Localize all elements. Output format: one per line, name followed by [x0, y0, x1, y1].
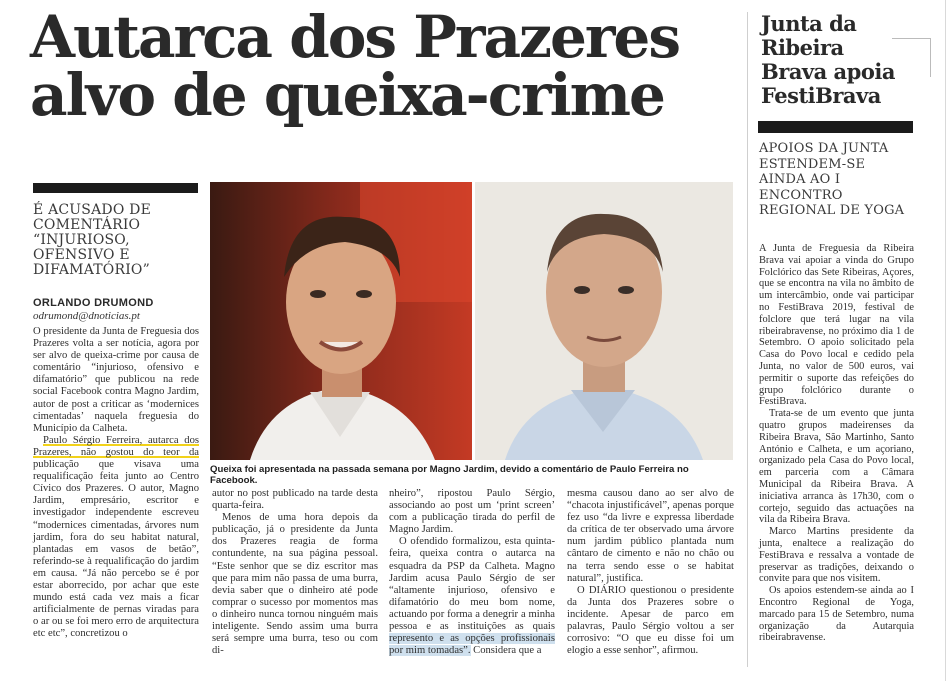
article-kicker: É ACUSADO DE COMENTÁRIO “INJURIOSO, OFENSIVO E DIFAMATÓRIO”: [33, 202, 151, 278]
photo-magno-jardim: [475, 182, 733, 460]
column-divider: [747, 12, 748, 667]
kicker-rule: [33, 183, 198, 193]
col1-paragraph-2-rest: publicação que visava uma requalificação feita junto ao Centro Cívico dos Prazeres. O autor, Magno Jardim, empresário, escritor e investigador independente escreveu “modernices cimentadas, árvores num jardim, fora do seu habitat natural, plantadas em vasos de betão”, referindo-se à requalificação do jardim em causa. “Já não percebo se é por estar aborrecido, por achar que este mundo está cada vez mais a ficar artificialmente de pernas viradas para o ar ou se foi mero erro de arquitectura etc etc”, concretizou o: [33, 459, 199, 640]
col4-paragraph-2: O DIÁRIO questionou o presidente da Junta dos Prazeres sobre o incidente. Apesar de parco em palavras, Paulo Sérgio voltou a ser corrosivo: “O que eu disse foi um elogio a esse senhor”, afirmou.: [567, 584, 734, 657]
portrait-man-light-background: [475, 182, 733, 460]
sidebar-paragraph-1: A Junta de Freguesia da Ribeira Brava vai apoiar a vinda do Grupo Folclórico das Sete Ribeiras, Açores, que se encontra na vila no âmbito de um intercâmbio, onde vai participar no FestiBrava 2019, festival de folclore que terá lugar na vila ribeirabravense, no próximo dia 1 de Setembro. O apoio solicitado pela Casa do Povo local e cedido pela Junta, no valor de 500 euros, vai permitir o suporte das refeições do grupo folclórico durante o FestiBrava.: [759, 243, 914, 408]
headline-line-2: alvo de queixa-crime: [30, 61, 664, 129]
sidebar-rule: [758, 121, 913, 133]
sidebar-paragraph-4: Os apoios estendem-se ainda ao I Encontro Regional de Yoga, marcado para 15 de Setembro, numa organização da Autarquia ribeirabravense.: [759, 585, 914, 644]
col2-paragraph-2: Menos de uma hora depois da publicação, já o presidente da Junta dos Prazeres reagia de forma contundente, na sua página pessoal. “Este senhor que se diz escritor mas que para mim não passa de uma burra, devia saber que o dinheiro até pode comprar o sucesso por momentos mas o dinheiro nunca tornou ninguém mais inteligente. Sendo assim uma burra será sempre uma burra, teso ou com di-: [212, 512, 378, 657]
author-email: odrumond@dnoticias.pt: [33, 310, 140, 322]
col3-paragraph-2-text: O ofendido formalizou, esta quinta-feira, queixa contra o autarca na esquadra da PSP da Calheta. Magno Jardim acusa Paulo Sérgio de ser “altamente injurioso, ofensivo e difamatório do meu bom nome, actuando por forma a denegrir a minha pessoa e as instituições as quais: [389, 536, 555, 633]
article-column-2: [212, 488, 378, 657]
article-column-1: [33, 326, 199, 640]
col3-paragraph-2: [389, 536, 555, 657]
selected-text: represento e as opções profissionais por mim tomadas”.: [389, 633, 555, 657]
col4-paragraph-1: mesma causou dano ao ser alvo de “chacota injustificável”, apenas porque fez uso “da livre e expressa liberdade da crítica de ter observado uma árvore num jardim público plantada num cântaro de cimento e não no chão ou na terra sendo esse o se habitat natural”, justifica.: [567, 488, 734, 584]
sidebar-kicker: APOIOS DA JUNTA ESTENDEM-SE AINDA AO I ENCONTRO REGIONAL DE YOGA: [759, 141, 905, 218]
photo-paulo-ferreira: [210, 182, 472, 460]
article-column-3: [389, 488, 555, 657]
col1-paragraph-1: O presidente da Junta de Freguesia dos Prazeres volta a ser notícia, agora por ser alvo de queixa-crime por causa de comentário “injurioso, ofensivo e difamatório” que publicou na rede social Facebook contra Magno Jardim, autor de post a criticar as ‘modernices cimentadas’ naquela freguesia do Município da Calheta.: [33, 326, 199, 434]
portrait-man-red-background: [210, 182, 472, 460]
article-headline: [30, 3, 730, 129]
col3-paragraph-1: nheiro”, ripostou Paulo Sérgio, associando ao post um ‘print screen’ com a publicação tirada do perfil de Magno Jardim.: [389, 488, 555, 536]
sidebar-body: [759, 243, 914, 644]
col1-paragraph-2: [33, 435, 199, 641]
headline-line-1: Autarca dos Prazeres: [30, 3, 679, 71]
sidebar-paragraph-2: Trata-se de um evento que junta quatro grupos madeirenses da Ribeira Brava, São Martinho, Santo António e Calheta, e um açoriano, organizado pela Casa do Povo local, em parceria com a Câmara Municipal da Ribeira Brava. A iniciativa arranca às 17h30, com o cortejo, seguido das actuações na vila da Ribeira Brava.: [759, 408, 914, 526]
article-column-4: [567, 488, 734, 657]
photo-caption: Queixa foi apresentada na passada semana por Magno Jardim, devido a comentário de Paulo Ferreira no Facebook.: [210, 464, 689, 486]
sidebar-paragraph-3: Marco Martins presidente da junta, enaltece a realização do FestiBrava e ressalva a vontade de preservar as tradições, deixando o convite para que nos visitem.: [759, 526, 914, 585]
col2-paragraph-1: autor no post publicado na tarde desta quarta-feira.: [212, 488, 378, 512]
sidebar-headline: Junta da Ribeira Brava apoia FestiBrava: [761, 11, 895, 108]
col3-paragraph-2-end: Considera que a: [470, 645, 542, 657]
highlighted-text: Paulo Sérgio Ferreira, autarca dos Prazeres, não gostou do teor da: [33, 434, 199, 458]
author-name: ORLANDO DRUMOND: [33, 297, 154, 309]
